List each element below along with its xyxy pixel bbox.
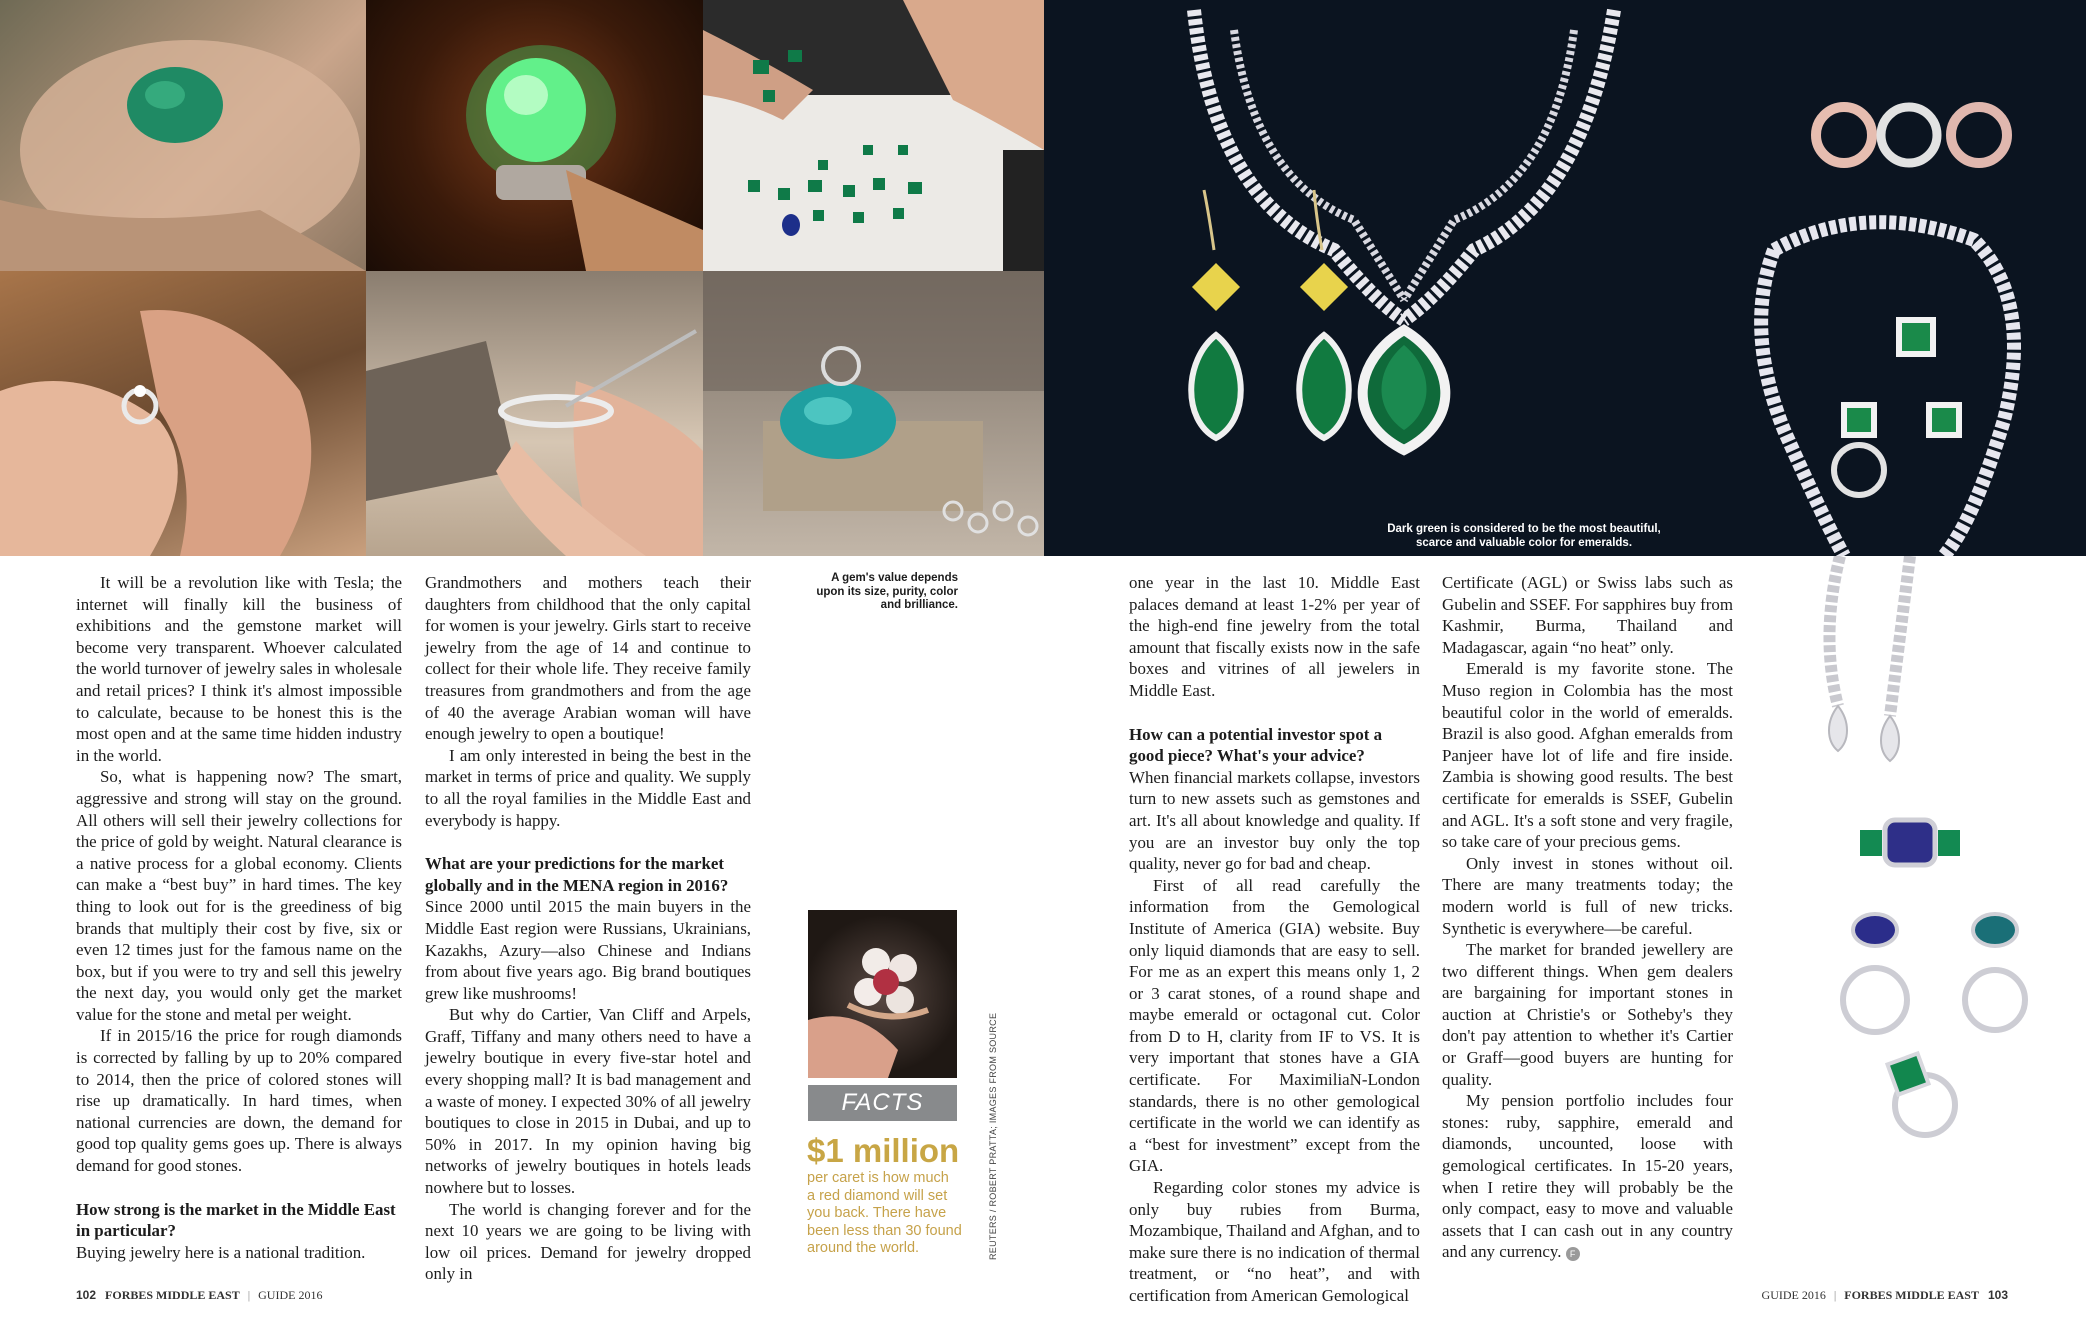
paragraph: Emerald is my favorite stone. The Muso region in Colombia has the most beautiful color in the world of emeralds. Brazil is also good. Afghan emeralds from Panjeer have lot of life and fire inside. Zambia is showing good results. The best certificate for emeralds is SSEF, Gubelin and AGL. It's a soft stone and very fragile, so take care of your precious gems.: [1442, 659, 1733, 852]
facts-description-line: a red diamond will set: [807, 1187, 948, 1204]
paragraph: one year in the last 10. Middle East palaces demand at least 1-2% per year of the high-end fine jewelry from the total amount that fiscally exists now in the safe boxes and vitrines of all jewelers in Middle East.: [1129, 573, 1420, 700]
jewelry-panel-caption: [1314, 523, 1734, 550]
publication-name: FORBES MIDDLE EAST: [105, 1288, 240, 1302]
paragraph: [1442, 1090, 1733, 1263]
page-number: 102: [76, 1288, 97, 1302]
glowing-emerald-illustration: [366, 0, 703, 271]
tweezers-ring-illustration: [366, 271, 703, 556]
facts-description-line: per caret is how much: [807, 1170, 949, 1186]
article-column-1: [76, 572, 402, 1263]
necklace-tail-illustration: [1780, 556, 1920, 766]
footer-separator: |: [1833, 1288, 1837, 1302]
caption-line: upon its size, purity, color: [816, 585, 958, 598]
section-heading: What are your predictions for the market globally and in the MENA region in 2016?: [425, 854, 729, 895]
footer-left: [76, 1288, 322, 1303]
article-column-3: [1129, 572, 1420, 1307]
paragraph: Grandmothers and mothers teach their daughters from childhood that the only capital for women is your jewelry. Girls start to receive jewelry from the age of 14 and continue to collect for their whole life. They receive family treasures from grandmothers and from the age of 40 the average Arabian woman will have enough jewelry to open a boutique!: [425, 573, 751, 744]
facts-description-line: been less than 30 found: [807, 1222, 962, 1239]
red-diamond-ring-illustration: [808, 910, 957, 1078]
paragraph: The market for branded jewellery are two different things. When gem dealers are bargaining for important stones in auction at Christie's or Sotheby's they don't pay attention to whether it's Cartier or Graff—good buyers are hunting for quality.: [1442, 940, 1733, 1089]
page-number: 103: [1987, 1288, 2008, 1302]
paragraph: It will be a revolution like with Tesla; the internet will finally kill the business of exhibitions and the gemstone market will become very transparent. Whoever calculated the world turnover of jewelry sales in wholesale and retail prices? I think it's almost impossible to calculate, because to be honest this is the most open and at the same time hidden industry in the world.: [76, 573, 402, 765]
jewelry-showcase-panel: [1044, 0, 2086, 556]
issue-name: GUIDE 2016: [258, 1288, 323, 1302]
paragraph: Buying jewelry here is a national tradition.: [76, 1242, 366, 1262]
paragraph: If in 2015/16 the price for rough diamonds is corrected by falling by up to 20% compared to 2014, then the price of colored stones will rise up dramatically. In hard times, when national currencies are down, the demand for good top quality gems goes up. There is always demand for good stones.: [76, 1026, 402, 1176]
forbes-end-mark-icon: F: [1566, 1247, 1580, 1261]
paragraph: First of all read carefully the information from the Gemological Institute of America (GIA) website. Buy only liquid diamonds that are easy to sell. For me as an expert this means only 1, 2 or 3 carat stones, of a round shape and maybe emerald or octagonal cut. Color from D to H, clarity from IF to VS. It is very important that stones have a GIA certificate. For MaximiliaN-London standards, there is no other gemological certificate in the world we can identify as a “best for investment” except from the GIA.: [1129, 875, 1420, 1176]
wax-mold-ring-illustration: [703, 271, 1044, 556]
facts-figure: $1 million: [807, 1132, 960, 1169]
red-diamond-ring-photo: [808, 910, 957, 1078]
caption-line: Dark green is considered to be the most beautiful,: [1387, 523, 1661, 535]
issue-name: GUIDE 2016: [1761, 1288, 1826, 1302]
section-heading: How strong is the market in the Middle East in particular?: [76, 1199, 396, 1241]
paragraph: So, what is happening now? The smart, aggressive and strong will stay on the ground. All others will sell their jewelry collections for the price of gold by weight. Natural clearance is a native process for a global economy. Clients can make a “best buy” in hard times. The key thing to look out for is the greediness of big brands that multiply their cost by five, six or even 12 times just for the famous name on the box, but if you were to try and sell this jewelry the next day, you would only get the market value for the stone and metal per weight.: [76, 767, 402, 1024]
paragraph: When financial markets collapse, investors turn to new assets such as gemstones and art. It's all about knowledge and quality. If you are an investor buy only the top quality, never go for bad and cheap.: [1129, 767, 1420, 874]
paragraph: Only invest in stones without oil. There are many treatments today; the modern world is full of new tricks. Synthetic is everywhere—be careful.: [1442, 853, 1733, 938]
footer-separator: |: [247, 1288, 251, 1302]
caption-line: scarce and valuable color for emeralds.: [1415, 536, 1633, 549]
paragraph: Regarding color stones my advice is only buy rubies from Burma, Mozambique, Thailand and Afghan, and to make sure there is no indication of thermal treatment, or “no heat”, and with certification from American Gemological: [1129, 1178, 1420, 1305]
sapphire-emerald-rings-illustration: [1830, 800, 2070, 1140]
hands-ring-illustration: [0, 271, 366, 556]
ring-on-wax-mold-photo: [703, 271, 1044, 556]
footer-right: [1762, 1288, 2008, 1303]
paragraph: The world is changing forever and for the next 10 years we are going to be living with low oil prices. Demand for jewelry dropped only in: [425, 1199, 751, 1284]
photo-credit: REUTERS / ROBERT PRATTA; IMAGES FROM SOURCE: [988, 1012, 998, 1260]
ring-inspection-photo: [0, 271, 366, 556]
ring-setting-tweezers-photo: [366, 271, 703, 556]
facts-description-line: around the world.: [807, 1240, 920, 1256]
sorting-gems-illustration: [703, 0, 1044, 271]
paragraph: Since 2000 until 2015 the main buyers in the Middle East region were Russians, Ukrainians, Kazakhs, Azury—also Chinese and Indians from about five years ago. Big brand boutiques grew like mushrooms!: [425, 897, 751, 1003]
sorting-gemstones-photo: [703, 0, 1044, 271]
jewelry-illustration: [1044, 0, 2086, 556]
facts-description-line: you back. There have: [807, 1205, 947, 1221]
article-column-2: [425, 572, 751, 1285]
paragraph: Certificate (AGL) or Swiss labs such as Gubelin and SSEF. For sapphires buy from Kashmir, Burma, Thailand and Madagascar, again “no heat” only.: [1442, 573, 1733, 657]
rough-emerald-in-palm-photo: [0, 0, 366, 271]
paragraph: I am only interested in being the best in the market in terms of price and quality. We supply to all the royal families in the Middle East and everybody is happy.: [425, 745, 751, 830]
facts-label: FACTS: [808, 1085, 957, 1121]
palm-emerald-illustration: [0, 0, 366, 271]
caption-line: and brilliance.: [880, 599, 958, 611]
article-column-4: [1442, 572, 1733, 1263]
paragraph: But why do Cartier, Van Cliff and Arpels, Graff, Tiffany and many others need to have a jewelry boutique in every five-star hotel and every shopping mall? It is bad management and a waste of money. I expected 30% of all jewelry boutiques to close in 2015 in Dubai, and up to 50% in 2017. In my opinion having big networks of jewelry boutiques in hotels leads nowhere but to losses.: [425, 1005, 751, 1198]
paragraph-text: My pension portfolio includes four stones: ruby, sapphire, emerald and diamonds, uncounted, loose with gemological certificates. In 15-20 years, when I retire they will probably be the only compact, easy to move and valuable assets that I can cash out in any country and any currency.: [1442, 1091, 1733, 1262]
facts-description: [807, 1170, 977, 1258]
publication-name: FORBES MIDDLE EAST: [1844, 1288, 1979, 1302]
section-heading: How can a potential investor spot a good piece? What's your advice?: [1129, 724, 1383, 766]
emerald-under-light-photo: [366, 0, 703, 271]
caption-line: A gem's value depends: [831, 572, 958, 584]
gem-value-caption: [790, 572, 958, 613]
